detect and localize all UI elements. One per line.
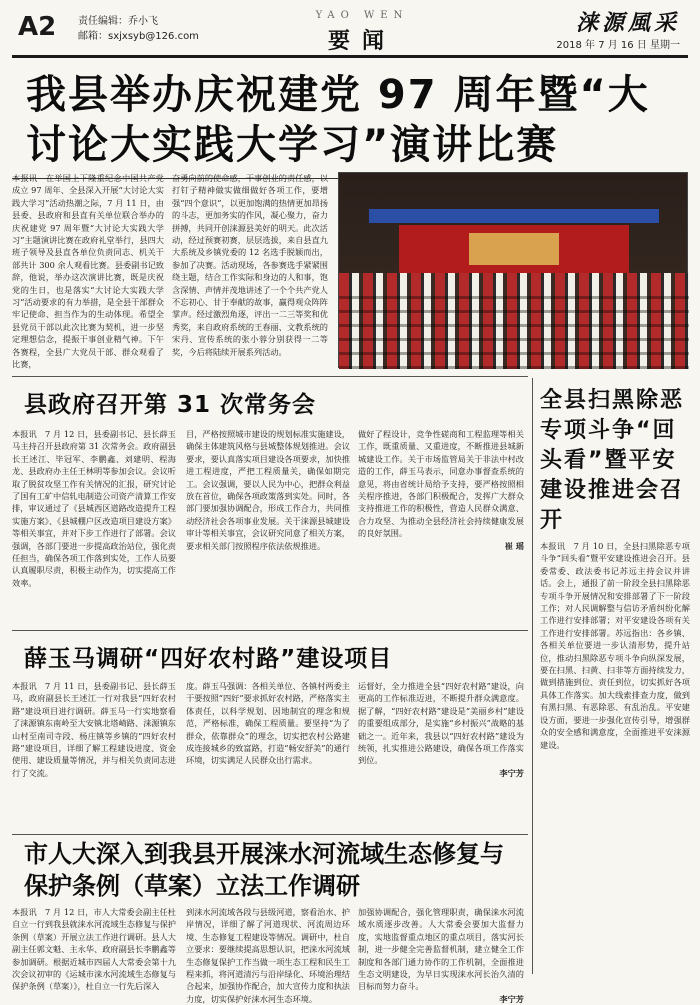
photo-screen — [469, 233, 559, 265]
story3-signature: 李宁芳 — [499, 767, 524, 778]
story2-column-1: 本报讯 7 月 12 日，县委副书记、县长薛玉马主持召开县政府第 31 次常务会。政府副县长王述江、毕冠军、李鹏鑫、刘建明、程海龙、县政府办主任王林明等参加会议。会议听取了脱贫攻坚工作有关情况的汇报，研究讨论了国有工矿中信轧电制造公司资产清算工作安排，审议通过了《县城西区道路改造提升工程实施方案》、《县城棚户区改造项目建设方案》等相关事宜，并对下步工作进行了部署。会议强调，各部门要进一步提高政治站位，强化责任担当，确保各项工作落到实处，工作人员要认真履职尽责，积极主动作为，切实提高工作效率。 — [12, 429, 176, 588]
section-title: 要闻 — [327, 28, 396, 54]
story3-column-3 — [358, 680, 524, 828]
issue-date: 2018 年 7 月 16 日 星期一 — [556, 40, 680, 51]
story2-column-3 — [358, 428, 524, 624]
page-header — [12, 0, 688, 58]
email-line: 邮箱：sxjxsyb@126.com — [78, 31, 199, 42]
story3-column-2: 度。薛玉马强调：各相关单位、各镇村两委主干要按照“四好”要求抓好农村路，严格落实主体责任，以科学规划、因地制宜的理念和规范，严格标准，确保工程质量。要坚持“为了群众，依靠群众”的理念，切实把农村公路建成连接城乡的致富路，打造“畅安舒美”的通行环境，切实满足人民群众出行需求。 — [186, 681, 350, 766]
story1-column-2: 奋勇向前的使命感，干事创业的责任感，以打钉子精神做实做细做好各项工作，要增强“四个意识”，以更加饱满的热情更加昂扬的斗志，更加务实的作风，凝心聚力，奋力拼搏，共同开创涞源县美好的明天。此次活动，经过预赛初赛，层层选拔，来自县直九大系统及乡镇党委的 12 名选手脱颖而出，参加了决赛。活动现场，各参赛选手紧紧围绕主题，结合工作实际和身边的人和事，饱含深情、声情并茂地讲述了一个个共产党人不忘初心、甘于奉献的故事，赢得观众阵阵掌声。经过激烈角逐，评出一二三等奖和优秀奖，来自政府系统的王春丽、文教系统的宋丹、宣传系统的张小蓉分别获得一二等奖，今后将陆续开展系列活动。 — [172, 173, 328, 357]
story4-column-3-text: 加强协调配合，强化管理职责，确保涞水河流域水质逐步改善。人大常委会要加大监督力度，实地监督重点地区的重点项目，落实河长制，进一步健全完善监督机制，建立健全工作制度和各部门通力协作的工作机制，全面推进生态文明建设，为早日实现涞水河长治久清的目标而努力奋斗。 — [358, 907, 524, 992]
story4-headline: 市人大深入到我县开展涞水河流域生态修复与保护条例（草案）立法工作调研 — [24, 840, 504, 900]
story2-headline: 县政府召开第 31 次常务会 — [24, 392, 317, 418]
event-photo — [338, 172, 688, 368]
sidebar-rule — [532, 378, 533, 974]
photo-stage — [399, 225, 629, 275]
divider-3 — [12, 834, 528, 835]
story4-signature: 李宁芳 — [499, 993, 524, 1004]
page-number: A2 — [18, 12, 57, 42]
divider-2 — [12, 630, 528, 631]
story1-column-1: 本报讯 在举国上下隆重纪念中国共产党成立 97 周年、全县深入开展“大讨论大实践大学习”活动热潮之际，7 月 11 日，由县委、县政府和县直有关单位联合举办的庆祝建党 97 周年暨“大讨论大实践大学习”主题演讲比赛在政府礼堂举行，县四大班子领导及县直各单位负责同志、机关干部共计 300 余人观看比赛。县委副书记致辞，他说，举办这次演讲比赛，既是庆祝党的生日，也是落实“大讨论大实践大学习”活动要求的有力举措，是全县干部群众牢记使命、担当作为的生动体现。希望全县党员干部以此次比赛为契机，进一步坚定理想信念，提振干事创业精气神。下午各赛程，全县广大党员干部、群众观看了比赛， — [12, 173, 164, 370]
story2-column-2: 目，严格按照城市建设的规划标准实施建设，确保主体建筑风格与县城整体规划推进。会议要求，要认真落实项目建设各项要求，加快推进工程进度，严把工程质量关，确保如期完工。会议强调，要以人民为中心，把群众利益放在首位，确保各项政策落到实处。同时，各部门要加强协调配合，形成工作合力，共同推动经济社会各项事业发展。关于涞源县城建设审计等相关事宜，会议研究同意了相关方案，要求相关部门按照程序依法依规推进。 — [186, 429, 350, 551]
story3-headline: 薛玉马调研“四好农村路”建设项目 — [24, 646, 393, 672]
paper-name: 涞源風采 — [575, 10, 680, 36]
section-pinyin: YAO WEN — [315, 10, 409, 21]
editor-info — [78, 14, 199, 44]
editor-line: 责任编辑：乔小飞 — [78, 16, 158, 27]
story2-column-3-text: 做好了程设计，竞争性磋商和工程监理等相关工作，既重质量、又重进度，不断推进县城新城建设工作。关于市场监管局关于非法中村改造的工作，薛玉马表示，同意办事督查系统的意见，将由省统计局给予支持，要严格按照相关程序推进，各部门积极配合，发挥广大群众支持推进工作的积极性，营造人民群众满意、合力攻坚、为推动全县经济社会持续健康发展的良好氛围。 — [358, 429, 524, 539]
story4-column-1: 本报讯 7 月 12 日，市人大常委会副主任杜自立一行到我县就涞水河流域生态修复与保护条例（草案）开展立法工作进行调研。县人大副主任郭文魁、主永华、政府副县长李鹏鑫等参加调研。根据近城市四届人大常委会第十九次会议初审的《运城市涞水河流域生态修复与保护条例（草案）》，杜自立一行先后深入 — [12, 907, 176, 992]
story3-column-3-text: 运督好，全力推进全县“四好农村路”建设，向更高的工作标准迈进，不断提升群众满意度。据了解，“四好农村路”建设是“美丽乡村”建设的重要组成部分，是实施“乡村振兴”战略的基础之一。近年来，我县以“四好农村路”建设为统领，扎实推进公路建设，确保各项工作落实到位。 — [358, 681, 524, 766]
story4-column-2: 到涞水河流域各段与县级河道，察看治水、护岸情况，详细了解了河道现状、河流周边环境、生态修复工程建设等情况。调研中，杜自立要求：要继续提高思想认识，把涞水河流域生态修复保护工作当做一项生态工程和民生工程来抓，将河道清污与沿岸绿化、环境治理结合起来，加强协作配合，加大宣传力度和执法力度，切实保护好涞水河生态环境。 — [186, 907, 350, 1004]
story4-column-3 — [358, 906, 524, 1004]
divider-1 — [12, 376, 528, 377]
photo-banner — [369, 209, 659, 223]
sidebar-body: 本报讯 7 月 10 日，全县扫黑除恶专项斗争“回头看”暨平安建设推进会召开。县委常委、政法委书记苏远主持会议并讲话。会上，通报了前一阶段全县扫黑除恶专项斗争开展情况和安排部署了下一阶段工作；对人民调解整与信访矛盾纠纷化解工作进行安排部署；对平安建设各项有关工作进行安排部署。苏远指出：各乡镇、各相关单位要进一步认清形势，提升站位，推动扫黑除恶专项斗争向纵深发展，要在扫黑、扫黄、扫非等方面持续发力，做到措施到位、责任到位，切实抓好各项具体工作落实。加大线索排查力度，做到有黑扫黑、有恶除恶、有乱治乱。平安建设方面，要进一步强化宣传引导，增强群众的安全感和满意度，全面推进平安涞源建设。 — [540, 541, 690, 750]
photo-seat-rows — [339, 293, 689, 369]
sidebar-headline: 全县扫黑除恶专项斗争“回头看”暨平安建设推进会召开 — [540, 388, 685, 533]
lead-headline: 我县举办庆祝建党 97 周年暨“大讨论大实践大学习”演讲比赛 — [26, 72, 650, 168]
story3-column-1: 本报讯 7 月 11 日，县委副书记、县长薛玉马，政府副县长王述江一行对我县“四好农村路”建设项目进行调研。薛玉马一行实地察看了涞源镇东南岭至大安镇北塔崎路、涞源镇东山村至南司寺段、杨庄镇等乡镇的“四好农村路”建设项目，详细了解工程建设进度、资金使用、建设质量等情况，并与相关负责同志进行了交流。 — [12, 681, 176, 778]
story2-signature: 崔 瑶 — [504, 540, 524, 551]
